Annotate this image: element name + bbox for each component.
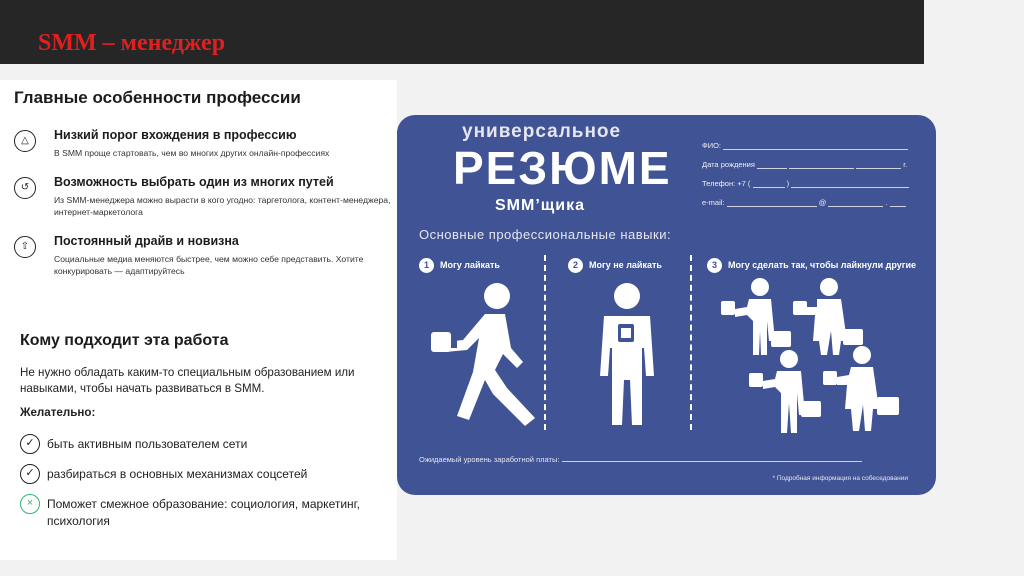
resume-univ: универсальное [462, 121, 622, 142]
rocket-icon: ⇧ [14, 236, 36, 258]
form-birth-suffix: г. [903, 160, 908, 169]
skill-label: Могу сделать так, чтобы лайкнули другие [728, 260, 917, 270]
form-birth-label: Дата рождения [702, 160, 755, 169]
skill-number: 3 [707, 258, 722, 273]
graduation-cap-icon: △ [14, 130, 36, 152]
skill-2 [568, 258, 662, 273]
form-phone-close: ) [786, 179, 790, 188]
form-fio [702, 141, 908, 150]
feature-desc: Социальные медиа меняются быстрее, чем можно себе представить. Хотите конкурировать — адаптируйтесь [54, 254, 364, 276]
walking-man-icon [427, 280, 542, 430]
check-icon: ✓ [20, 464, 40, 484]
features-heading: Главные особенности профессии [14, 88, 301, 107]
skill-label: Могу не лайкать [589, 260, 662, 270]
form-birth [702, 160, 907, 169]
paths-icon: ↺ [14, 177, 36, 199]
who-text: Не нужно обладать каким-то специальным образованием или навыками, чтобы начать развиваться в SMM. [20, 366, 355, 395]
salary-line [419, 453, 862, 464]
form-phone [702, 179, 909, 188]
title-bar [0, 0, 924, 64]
x-icon: × [20, 494, 40, 514]
skill-3 [707, 258, 916, 273]
form-email-dot: . [885, 198, 888, 207]
form-email-at: @ [818, 198, 827, 207]
business-group-icon [717, 275, 922, 440]
feature-desc: В SMM проще стартовать, чем во многих других онлайн-профессиях [54, 148, 330, 158]
divider [544, 255, 546, 430]
resume-note: * Подробная информация на собеседовании [772, 475, 908, 482]
resume-title: РЕЗЮМЕ [453, 142, 672, 194]
divider [690, 255, 692, 430]
resume-subtitle: SMM’щика [495, 197, 586, 214]
want-label: Желательно: [20, 406, 96, 419]
feature-title: Постоянный драйв и новизна [54, 234, 239, 248]
skill-number: 2 [568, 258, 583, 273]
skills-heading: Основные профессиональные навыки: [419, 227, 672, 242]
form-email [702, 198, 906, 207]
form-email-label: e-mail: [702, 198, 725, 207]
feature-title: Возможность выбрать один из многих путей [54, 175, 334, 189]
who-heading: Кому подходит эта работа [20, 332, 229, 349]
requirement-text: Поможет смежное образование: социология, маркетинг, психология [47, 497, 360, 528]
slide-title: SMM – менеджер [38, 30, 226, 56]
skill-number: 1 [419, 258, 434, 273]
check-icon: ✓ [20, 434, 40, 454]
form-phone-label: Телефон: +7 ( [702, 179, 751, 188]
form-fio-label: ФИО: [702, 141, 722, 150]
standing-man-icon [592, 280, 662, 430]
skill-label: Могу лайкать [440, 260, 500, 270]
skill-1 [419, 258, 500, 273]
feature-desc: Из SMM-менеджера можно вырасти в кого угодно: таргетолога, контент-менеджера, интернет-маркетолога [54, 195, 391, 217]
feature-title: Низкий порог вхождения в профессию [54, 128, 297, 142]
requirement-text: быть активным пользователем сети [47, 437, 248, 451]
resume-card [397, 115, 936, 495]
requirement-text: разбираться в основных механизмах соцсетей [47, 467, 308, 481]
salary-label: Ожидаемый уровень заработной платы: [419, 455, 560, 464]
